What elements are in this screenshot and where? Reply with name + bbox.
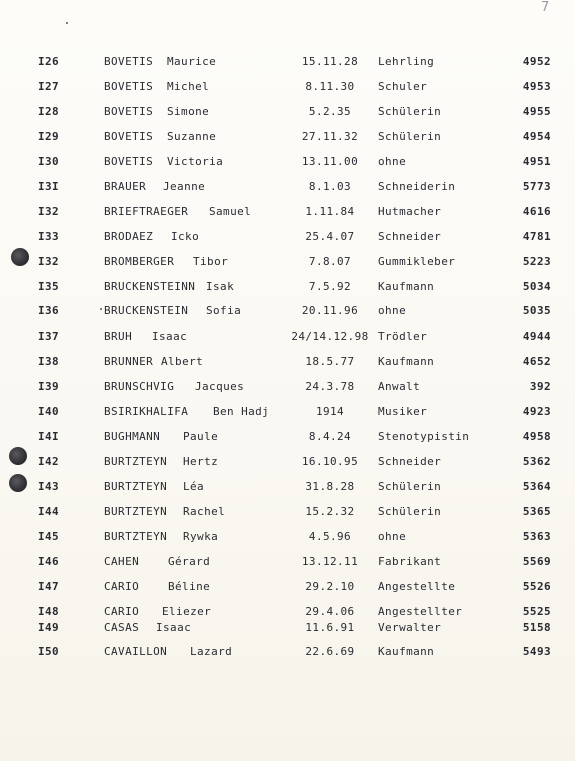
record-id: 4952 bbox=[522, 55, 551, 68]
table-row bbox=[0, 303, 575, 319]
occupation: Schülerin bbox=[378, 505, 442, 518]
entry-number: I43 bbox=[38, 480, 60, 493]
entry-number: I33 bbox=[38, 230, 60, 243]
occupation: Hutmacher bbox=[378, 205, 442, 218]
surname: BURTZTEYN bbox=[104, 455, 168, 468]
table-row bbox=[0, 54, 575, 70]
birth-date: 18.5.77 bbox=[305, 355, 355, 368]
table-row bbox=[0, 79, 575, 95]
entry-number: I49 bbox=[38, 621, 60, 634]
given-name: Jeanne bbox=[163, 180, 206, 193]
record-id: 5773 bbox=[522, 180, 551, 193]
birth-date: 27.11.32 bbox=[301, 130, 359, 143]
occupation: Gummikleber bbox=[378, 255, 456, 268]
record-id: 392 bbox=[529, 380, 551, 393]
table-row bbox=[0, 279, 575, 295]
entry-number: I45 bbox=[38, 530, 60, 543]
surname: CAHEN bbox=[104, 555, 140, 568]
table-row bbox=[0, 529, 575, 545]
surname: BRAUER bbox=[104, 180, 147, 193]
surname: BURTZTEYN bbox=[104, 530, 168, 543]
entry-number: I32 bbox=[38, 205, 60, 218]
surname: BOVETIS bbox=[104, 155, 154, 168]
birth-date: 15.2.32 bbox=[305, 505, 355, 518]
birth-date: 25.4.07 bbox=[305, 230, 355, 243]
table-row bbox=[0, 504, 575, 520]
given-name: Léa bbox=[183, 480, 205, 493]
given-name: Icko bbox=[171, 230, 200, 243]
entry-number: I4I bbox=[38, 430, 60, 443]
record-id: 4955 bbox=[522, 105, 551, 118]
entry-number: I30 bbox=[38, 155, 60, 168]
surname: BOVETIS bbox=[104, 55, 154, 68]
given-name: Rachel bbox=[183, 505, 226, 518]
surname: BUGHMANN bbox=[104, 430, 161, 443]
birth-date: 8.4.24 bbox=[308, 430, 352, 443]
birth-date: 15.11.28 bbox=[301, 55, 359, 68]
surname: BRUCKENSTEIN bbox=[104, 304, 189, 317]
birth-date: 24/14.12.98 bbox=[291, 330, 369, 343]
record-id: 5223 bbox=[522, 255, 551, 268]
entry-number: I39 bbox=[38, 380, 60, 393]
record-id: 5493 bbox=[522, 645, 551, 658]
occupation: Verwalter bbox=[378, 621, 442, 634]
birth-date: 1.11.84 bbox=[305, 205, 355, 218]
entry-number: I40 bbox=[38, 405, 60, 418]
record-id: 5569 bbox=[522, 555, 551, 568]
table-row bbox=[0, 154, 575, 170]
table-row bbox=[0, 254, 575, 270]
table-row bbox=[0, 229, 575, 245]
occupation: Schuler bbox=[378, 80, 428, 93]
table-row bbox=[0, 129, 575, 145]
entry-number: I44 bbox=[38, 505, 60, 518]
birth-date: 8.11.30 bbox=[305, 80, 355, 93]
occupation: Schülerin bbox=[378, 480, 442, 493]
occupation: ohne bbox=[378, 530, 407, 543]
given-name: Hertz bbox=[183, 455, 219, 468]
occupation: Schneider bbox=[378, 230, 442, 243]
occupation: Kaufmann bbox=[378, 645, 435, 658]
given-name: Isaac bbox=[152, 330, 188, 343]
surname: CASAS bbox=[104, 621, 140, 634]
entry-number: I37 bbox=[38, 330, 60, 343]
entry-number: I27 bbox=[38, 80, 60, 93]
occupation: Musiker bbox=[378, 405, 428, 418]
surname: BRUCKENSTEINN bbox=[104, 280, 196, 293]
given-name: Simone bbox=[167, 105, 210, 118]
given-name: Maurice bbox=[167, 55, 217, 68]
birth-date: 7.8.07 bbox=[308, 255, 352, 268]
table-row bbox=[0, 404, 575, 420]
record-id: 4616 bbox=[522, 205, 551, 218]
given-name: Gérard bbox=[168, 555, 211, 568]
given-name: Béline bbox=[168, 580, 211, 593]
given-name: Isaac bbox=[156, 621, 192, 634]
occupation: Trödler bbox=[378, 330, 428, 343]
record-id: 5158 bbox=[522, 621, 551, 634]
surname: BRODAEZ bbox=[104, 230, 154, 243]
record-id: 4652 bbox=[522, 355, 551, 368]
record-id: 5365 bbox=[522, 505, 551, 518]
entry-number: I36 bbox=[38, 304, 60, 317]
occupation: ohne bbox=[378, 155, 407, 168]
given-name: Sofia bbox=[206, 304, 242, 317]
table-row bbox=[0, 604, 575, 620]
surname: BOVETIS bbox=[104, 130, 154, 143]
table-row bbox=[0, 579, 575, 595]
surname: CARIO bbox=[104, 605, 140, 618]
ink-speck bbox=[66, 22, 68, 24]
entry-number: I48 bbox=[38, 605, 60, 618]
surname: BRUNNER bbox=[104, 355, 154, 368]
surname: CARIO bbox=[104, 580, 140, 593]
surname: BSIRIKHALIFA bbox=[104, 405, 189, 418]
given-name: Samuel bbox=[209, 205, 252, 218]
page-number: 7 bbox=[541, 0, 550, 15]
occupation: Stenotypistin bbox=[378, 430, 470, 443]
birth-date: 29.4.06 bbox=[305, 605, 355, 618]
surname: BRIEFTRAEGER bbox=[104, 205, 189, 218]
surname: BROMBERGER bbox=[104, 255, 175, 268]
record-id: 4781 bbox=[522, 230, 551, 243]
given-name: Suzanne bbox=[167, 130, 217, 143]
birth-date: 11.6.91 bbox=[305, 621, 355, 634]
record-id: 4923 bbox=[522, 405, 551, 418]
birth-date: 5.2.35 bbox=[308, 105, 352, 118]
surname: CAVAILLON bbox=[104, 645, 168, 658]
occupation: Schneider bbox=[378, 455, 442, 468]
table-row bbox=[0, 354, 575, 370]
birth-date: 1914 bbox=[315, 405, 345, 418]
record-id: 5364 bbox=[522, 480, 551, 493]
table-row bbox=[0, 429, 575, 445]
entry-number: I35 bbox=[38, 280, 60, 293]
birth-date: 22.6.69 bbox=[305, 645, 355, 658]
birth-date: 13.12.11 bbox=[301, 555, 359, 568]
table-row bbox=[0, 554, 575, 570]
entry-number: I42 bbox=[38, 455, 60, 468]
occupation: Schneiderin bbox=[378, 180, 456, 193]
occupation: Kaufmann bbox=[378, 280, 435, 293]
occupation: Anwalt bbox=[378, 380, 421, 393]
entry-number: I50 bbox=[38, 645, 60, 658]
record-id: 4958 bbox=[522, 430, 551, 443]
given-name: Paule bbox=[183, 430, 219, 443]
given-name: Victoria bbox=[167, 155, 224, 168]
table-row bbox=[0, 479, 575, 495]
given-name: Ben Hadj bbox=[213, 405, 270, 418]
birth-date: 24.3.78 bbox=[305, 380, 355, 393]
birth-date: 31.8.28 bbox=[305, 480, 355, 493]
table-row bbox=[0, 379, 575, 395]
entry-number: I38 bbox=[38, 355, 60, 368]
occupation: Angestellte bbox=[378, 580, 456, 593]
birth-date: 20.11.96 bbox=[301, 304, 359, 317]
occupation: ohne bbox=[378, 304, 407, 317]
given-name: Albert bbox=[161, 355, 204, 368]
given-name: Eliezer bbox=[162, 605, 212, 618]
entry-number: I47 bbox=[38, 580, 60, 593]
table-row bbox=[0, 329, 575, 345]
surname: BURTZTEYN bbox=[104, 505, 168, 518]
record-id: 5035 bbox=[522, 304, 551, 317]
table-row bbox=[0, 204, 575, 220]
record-id: 4951 bbox=[522, 155, 551, 168]
table-row bbox=[0, 179, 575, 195]
entry-number: I46 bbox=[38, 555, 60, 568]
surname: BURTZTEYN bbox=[104, 480, 168, 493]
occupation: Lehrling bbox=[378, 55, 435, 68]
birth-date: 8.1.03 bbox=[308, 180, 352, 193]
surname: BRUH bbox=[104, 330, 133, 343]
occupation: Angestellter bbox=[378, 605, 463, 618]
record-id: 4953 bbox=[522, 80, 551, 93]
surname: BRUNSCHVIG bbox=[104, 380, 175, 393]
surname: BOVETIS bbox=[104, 80, 154, 93]
occupation: Schülerin bbox=[378, 105, 442, 118]
record-id: 4944 bbox=[522, 330, 551, 343]
record-id: 5525 bbox=[522, 605, 551, 618]
record-id: 5034 bbox=[522, 280, 551, 293]
record-id: 5363 bbox=[522, 530, 551, 543]
record-id: 5526 bbox=[522, 580, 551, 593]
birth-date: 29.2.10 bbox=[305, 580, 355, 593]
occupation: Kaufmann bbox=[378, 355, 435, 368]
occupation: Schülerin bbox=[378, 130, 442, 143]
given-name: Jacques bbox=[195, 380, 245, 393]
table-row bbox=[0, 644, 575, 660]
given-name: Rywka bbox=[183, 530, 219, 543]
birth-date: 7.5.92 bbox=[308, 280, 352, 293]
occupation: Fabrikant bbox=[378, 555, 442, 568]
entry-number: I32 bbox=[38, 255, 60, 268]
entry-number: I3I bbox=[38, 180, 60, 193]
birth-date: 4.5.96 bbox=[308, 530, 352, 543]
birth-date: 16.10.95 bbox=[301, 455, 359, 468]
given-name: Isak bbox=[206, 280, 235, 293]
table-row bbox=[0, 454, 575, 470]
given-name: Lazard bbox=[190, 645, 233, 658]
record-id: 5362 bbox=[522, 455, 551, 468]
given-name: Tibor bbox=[193, 255, 229, 268]
record-id: 4954 bbox=[522, 130, 551, 143]
table-row bbox=[0, 620, 575, 636]
surname: BOVETIS bbox=[104, 105, 154, 118]
given-name: Michel bbox=[167, 80, 210, 93]
entry-number: I26 bbox=[38, 55, 60, 68]
entry-number: I28 bbox=[38, 105, 60, 118]
birth-date: 13.11.00 bbox=[301, 155, 359, 168]
entry-number: I29 bbox=[38, 130, 60, 143]
table-row bbox=[0, 104, 575, 120]
